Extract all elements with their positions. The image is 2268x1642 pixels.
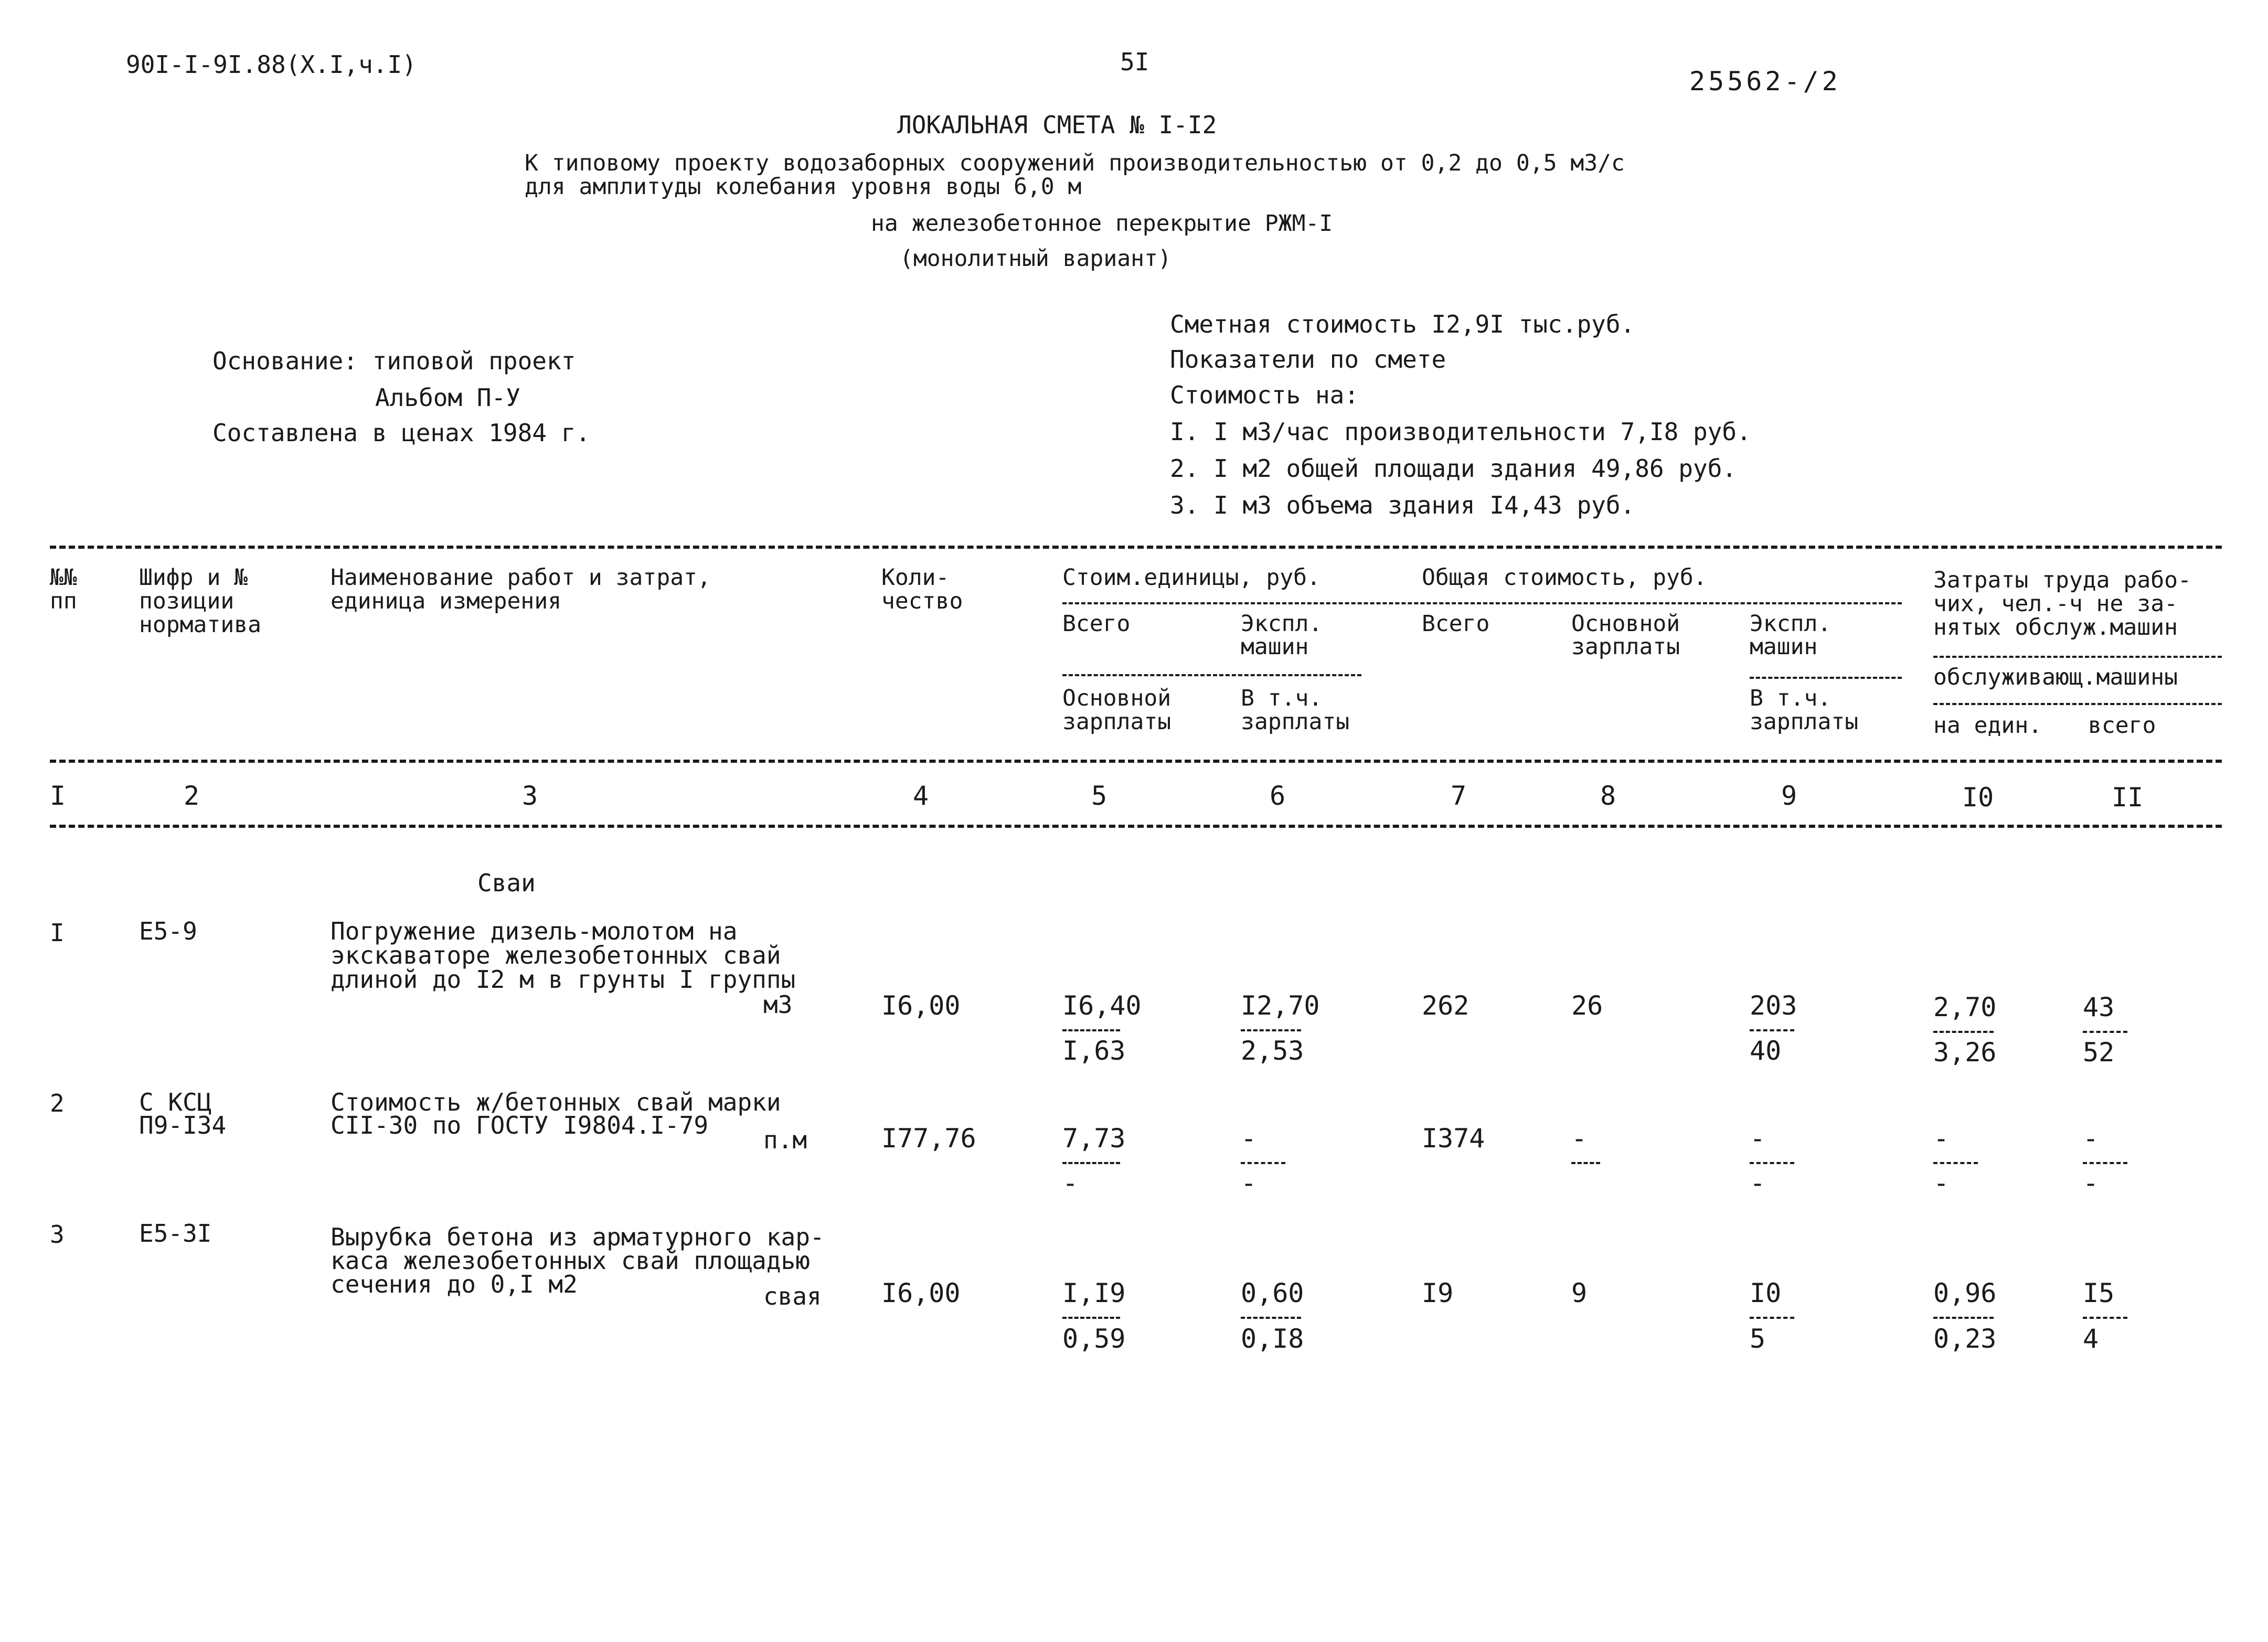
row-quantity: I77,76 — [881, 1123, 976, 1154]
header-total-total: Всего — [1422, 611, 1490, 637]
header-unit-machines: машин — [1241, 634, 1309, 660]
header-col-name: единица измерения — [331, 588, 562, 614]
cell-labor-unit: 2,70 — [1933, 992, 1997, 1022]
cell-total-machines: 203 — [1750, 990, 1797, 1021]
column-number: II — [2112, 782, 2144, 813]
header-total-cost: Общая стоимость, руб. — [1422, 564, 1707, 591]
title-subtitle-line: (монолитный вариант) — [900, 246, 1172, 272]
column-number: I0 — [1962, 782, 1994, 813]
row-name-line: каса железобетонных свай площадью — [331, 1246, 810, 1275]
header-col-code: Шифр и № — [139, 564, 248, 591]
column-number: 6 — [1270, 781, 1286, 811]
fraction-rule — [1241, 1029, 1301, 1031]
column-number: 8 — [1600, 781, 1616, 811]
cost-summary-line: Показатели по смете — [1170, 345, 1446, 374]
header-col-code: позиции — [139, 588, 235, 614]
cell-total-incl-wage: 5 — [1750, 1324, 1766, 1354]
basis-line: Составлена в ценах 1984 г. — [212, 419, 591, 447]
cell-unit-base-wage: I,63 — [1062, 1036, 1126, 1066]
basis-line: Альбом П-У — [375, 383, 520, 412]
header-col-quantity: Коли- — [881, 564, 950, 591]
header-labor-per-unit: на един. — [1933, 712, 2042, 739]
header-total-base-wage: зарплаты — [1571, 634, 1680, 660]
fraction-rule — [1241, 1162, 1285, 1164]
row-unit: п.м — [763, 1126, 807, 1154]
row-number: 2 — [50, 1089, 65, 1117]
cell-labor-total: I5 — [2083, 1278, 2115, 1308]
header-total-machines: Экспл. — [1750, 611, 1832, 637]
fraction-rule — [1062, 1162, 1120, 1164]
cell-labor-unit-service: - — [1933, 1168, 1950, 1198]
row-name-line: Стоимость ж/бетонных свай марки — [331, 1088, 781, 1116]
row-name-line: экскаваторе железобетонных свай — [331, 941, 781, 969]
cell-total-base-wage: 9 — [1571, 1278, 1588, 1308]
page-number: 5I — [1120, 48, 1149, 76]
row-number: I — [50, 919, 65, 947]
table-top-rule — [50, 546, 2222, 549]
header-col-code: норматива — [139, 612, 261, 638]
cell-unit-base-wage: 0,59 — [1062, 1324, 1126, 1354]
section-title: Сваи — [477, 869, 536, 897]
header-bottom-rule — [50, 760, 2222, 763]
row-number: 3 — [50, 1220, 65, 1249]
header-col-name: Наименование работ и затрат, — [331, 564, 711, 591]
header-labor-total: всего — [2088, 712, 2156, 739]
cost-summary-line: 3. I м3 объема здания I4,43 руб. — [1170, 491, 1635, 519]
row-code: Е5-3I — [139, 1219, 212, 1248]
row-unit: м3 — [763, 990, 793, 1019]
header-total-incl-wage: В т.ч. — [1750, 685, 1832, 711]
document-title: ЛОКАЛЬНАЯ СМЕТА № I-I2 — [897, 111, 1217, 139]
cell-unit-machines: 0,60 — [1241, 1278, 1304, 1308]
column-number: 4 — [913, 781, 929, 811]
cell-labor-total: 43 — [2083, 992, 2115, 1022]
header-sub-rule — [1062, 674, 1361, 676]
header-unit-machines: Экспл. — [1241, 611, 1323, 637]
cell-labor-unit-service: 0,23 — [1933, 1324, 1997, 1354]
cell-unit-incl-wage: - — [1241, 1168, 1257, 1198]
fraction-rule — [1750, 1029, 1794, 1031]
header-col-number: пп — [50, 588, 77, 614]
cell-labor-unit: - — [1933, 1123, 1950, 1154]
fraction-rule — [2083, 1031, 2127, 1033]
cost-summary-line: I. I м3/час производительности 7,I8 руб. — [1170, 418, 1751, 446]
cell-unit-total: I,I9 — [1062, 1278, 1126, 1308]
cell-total-base-wage: 26 — [1571, 990, 1603, 1021]
title-subtitle-line: К типовому проекту водозаборных сооружений производительностью от 0,2 до 0,5 м3/с — [525, 150, 1625, 176]
title-subtitle-line: для амплитуды колебания уровня воды 6,0 м — [525, 174, 1082, 200]
row-quantity: I6,00 — [881, 1278, 961, 1308]
cell-labor-unit-service: 3,26 — [1933, 1037, 1997, 1068]
header-unit-incl-wage: В т.ч. — [1241, 685, 1323, 711]
document-code: 90I-I-9I.88(X.I,ч.I) — [126, 50, 417, 79]
row-name-line: Вырубка бетона из арматурного кар- — [331, 1223, 825, 1251]
archive-number: 25562-/2 — [1689, 66, 1841, 97]
header-col-number: №№ — [50, 564, 77, 591]
fraction-rule — [1933, 1317, 1994, 1319]
fraction-rule — [1750, 1162, 1794, 1164]
title-subtitle-line: на железобетонное перекрытие РЖМ-I — [871, 210, 1333, 237]
row-quantity: I6,00 — [881, 990, 961, 1021]
row-name-line: Погружение дизель-молотом на — [331, 917, 738, 945]
fraction-rule — [1062, 1317, 1120, 1319]
cell-labor-total-service: 52 — [2083, 1037, 2115, 1068]
cell-labor-total: - — [2083, 1123, 2099, 1154]
header-labor: Затраты труда рабо- — [1933, 567, 2191, 593]
cost-summary-line: Стоимость на: — [1170, 381, 1359, 409]
header-unit-base-wage: Основной — [1062, 685, 1172, 711]
cell-unit-machines: - — [1241, 1123, 1257, 1154]
fraction-rule — [1062, 1029, 1120, 1031]
cell-labor-total-service: 4 — [2083, 1324, 2099, 1354]
header-labor-service: обслуживающ.машины — [1933, 664, 2178, 690]
header-total-machines: машин — [1750, 634, 1818, 660]
header-unit-cost: Стоим.единицы, руб. — [1062, 564, 1321, 591]
fraction-rule — [1571, 1162, 1600, 1164]
header-sub-rule — [1750, 677, 1902, 679]
column-numbers-rule — [50, 825, 2222, 828]
cell-labor-total-service: - — [2083, 1168, 2099, 1198]
fraction-rule — [1933, 1031, 1994, 1033]
cost-summary-line: 2. I м2 общей площади здания 49,86 руб. — [1170, 454, 1737, 483]
header-total-incl-wage: зарплаты — [1750, 709, 1859, 735]
row-name-line: длиной до I2 м в грунты I группы — [331, 965, 796, 994]
header-labor: нятых обслуж.машин — [1933, 614, 2178, 641]
header-unit-incl-wage: зарплаты — [1241, 709, 1350, 735]
cell-unit-base-wage: - — [1062, 1168, 1079, 1198]
fraction-rule — [1750, 1317, 1794, 1319]
fraction-rule — [2083, 1317, 2127, 1319]
column-number: 7 — [1451, 781, 1467, 811]
cell-unit-incl-wage: 2,53 — [1241, 1036, 1304, 1066]
cell-unit-machines: I2,70 — [1241, 990, 1320, 1021]
cell-total-base-wage: - — [1571, 1123, 1588, 1154]
cell-total-incl-wage: 40 — [1750, 1036, 1782, 1066]
fraction-rule — [1241, 1317, 1301, 1319]
cell-total: 262 — [1422, 990, 1470, 1021]
header-sub-rule — [1933, 656, 2222, 658]
column-number: 2 — [184, 781, 200, 811]
cell-total-machines: - — [1750, 1123, 1766, 1154]
column-number: 5 — [1091, 781, 1108, 811]
cell-labor-unit: 0,96 — [1933, 1278, 1997, 1308]
header-unit-base-wage: зарплаты — [1062, 709, 1172, 735]
column-number: 3 — [522, 781, 538, 811]
header-sub-rule — [1062, 602, 1902, 604]
header-sub-rule — [1933, 703, 2222, 705]
cost-summary-line: Сметная стоимость I2,9I тыс.руб. — [1170, 310, 1635, 338]
header-col-quantity: чество — [881, 588, 963, 614]
cell-total-machines: I0 — [1750, 1278, 1782, 1308]
row-code: С КСЦ — [139, 1088, 212, 1116]
fraction-rule — [2083, 1162, 2127, 1164]
cell-total: I374 — [1422, 1123, 1485, 1154]
column-number: I — [50, 781, 66, 811]
header-total-base-wage: Основной — [1571, 611, 1680, 637]
basis-line: Основание: типовой проект — [212, 347, 576, 375]
cell-total-incl-wage: - — [1750, 1168, 1766, 1198]
row-name-line: сечения до 0,I м2 — [331, 1270, 578, 1298]
row-code: П9-I34 — [139, 1111, 227, 1139]
row-code: Е5-9 — [139, 917, 197, 945]
column-number: 9 — [1781, 781, 1797, 811]
row-name-line: СII-30 по ГОСТУ I9804.I-79 — [331, 1111, 709, 1139]
cell-unit-incl-wage: 0,I8 — [1241, 1324, 1304, 1354]
row-unit: свая — [763, 1282, 822, 1310]
cell-unit-total: 7,73 — [1062, 1123, 1126, 1154]
cell-total: I9 — [1422, 1278, 1454, 1308]
header-labor: чих, чел.-ч не за- — [1933, 591, 2178, 617]
header-unit-total: Всего — [1062, 611, 1131, 637]
cell-unit-total: I6,40 — [1062, 990, 1142, 1021]
fraction-rule — [1933, 1162, 1978, 1164]
